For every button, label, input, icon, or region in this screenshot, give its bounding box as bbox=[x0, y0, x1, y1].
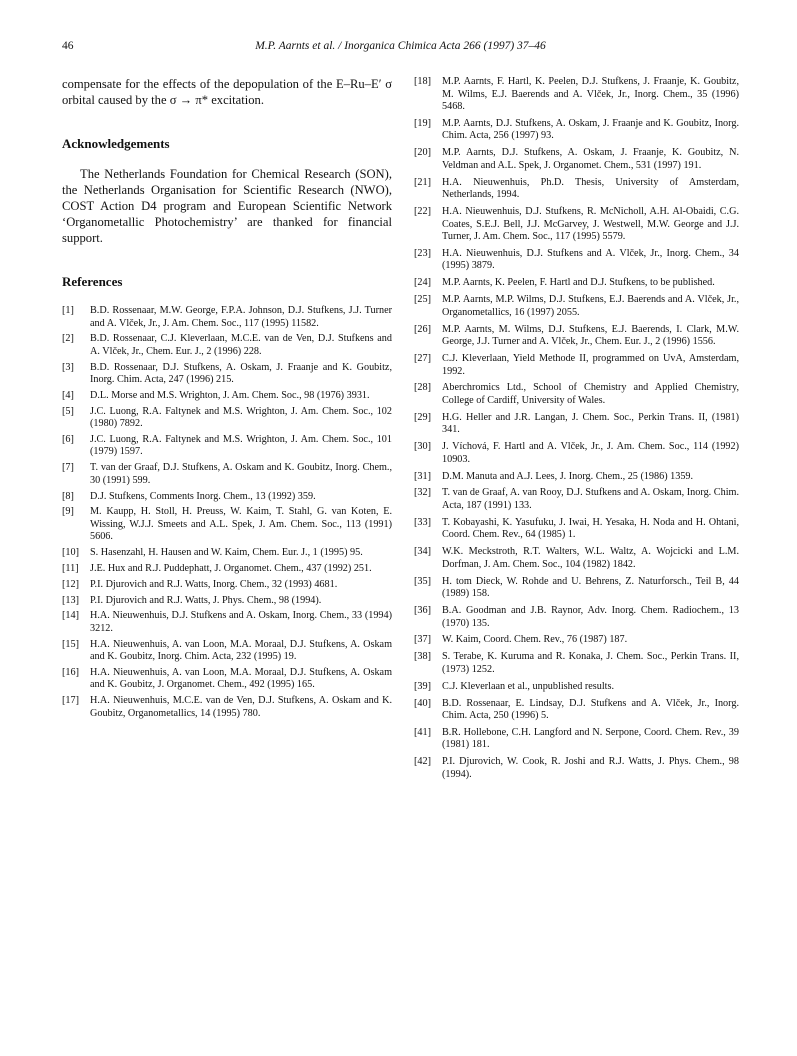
reference-number: [37] bbox=[414, 634, 431, 646]
reference-text: D.M. Manuta and A.J. Lees, J. Inorg. Chem., 25 (1986) 1359. bbox=[442, 470, 694, 482]
reference-item bbox=[414, 517, 739, 542]
reference-item bbox=[62, 667, 392, 692]
reference-number: [3] bbox=[62, 361, 74, 373]
reference-item bbox=[62, 434, 392, 459]
reference-list-right bbox=[414, 76, 739, 781]
reference-number: [34] bbox=[414, 546, 431, 558]
reference-text: H.G. Heller and J.R. Langan, J. Chem. Soc., Perkin Trans. II, (1981) 341. bbox=[442, 411, 739, 436]
reference-text: M.P. Aarnts, D.J. Stufkens, A. Oskam, J. Fraanje, K. Goubitz, N. Veldman and A.L. Spek, J. Organomet. Chem., 531 (1997) 191. bbox=[442, 147, 739, 171]
reference-text: M. Kaupp, H. Stoll, H. Preuss, W. Kaim, T. Stahl, G. van Koten, E. Wissing, W.J.J. Smeets and A.L. Spek, J. Am. Chem. Soc., 113 (1991) 5606. bbox=[90, 506, 392, 543]
reference-item bbox=[414, 605, 739, 630]
reference-text: H. tom Dieck, W. Rohde and U. Behrens, Z. Naturforsch., Teil B, 44 (1989) 158. bbox=[442, 575, 739, 600]
reference-text: C.J. Kleverlaan, Yield Methode II, programmed on UvA, Amsterdam, 1992. bbox=[442, 353, 739, 377]
reference-number: [8] bbox=[62, 490, 74, 502]
reference-number: [21] bbox=[414, 176, 431, 188]
reference-text: J. Víchová, F. Hartl and A. Vlček, Jr., J. Am. Chem. Soc., 114 (1992) 10903. bbox=[442, 441, 739, 465]
reference-text: P.I. Djurovich, W. Cook, R. Joshi and R.J. Watts, J. Phys. Chem., 98 (1994). bbox=[442, 756, 739, 780]
reference-number: [18] bbox=[414, 76, 431, 87]
reference-text: P.I. Djurovich and R.J. Watts, J. Phys. Chem., 98 (1994). bbox=[90, 594, 322, 606]
reference-text: W.K. Meckstroth, R.T. Walters, W.L. Waltz, A. Wojcicki and L.M. Dorfman, J. Am. Chem. Soc., 104 (1982) 1842. bbox=[442, 546, 739, 570]
reference-text: P.I. Djurovich and R.J. Watts, Inorg. Chem., 32 (1993) 4681. bbox=[90, 578, 338, 590]
reference-text: T. van der Graaf, D.J. Stufkens, A. Oskam and K. Goubitz, Inorg. Chem., 30 (1991) 599. bbox=[90, 462, 392, 486]
reference-item bbox=[414, 147, 739, 172]
reference-item bbox=[62, 333, 392, 358]
references-heading: References bbox=[62, 274, 123, 289]
reference-item bbox=[414, 118, 739, 143]
reference-number: [15] bbox=[62, 638, 79, 650]
reference-text: B.D. Rossenaar, M.W. George, F.P.A. Johnson, D.J. Stufkens, J.J. Turner and A. Vlček, Jr., J. Am. Chem. Soc., 117 (1995) 11582. bbox=[90, 305, 392, 329]
reference-number: [10] bbox=[62, 547, 79, 559]
reference-text: H.A. Nieuwenhuis, D.J. Stufkens and A. Vlček, Jr., Inorg. Chem., 34 (1995) 3879. bbox=[442, 247, 739, 272]
reference-number: [30] bbox=[414, 441, 431, 453]
reference-item bbox=[414, 277, 739, 290]
reference-text: M.P. Aarnts, K. Peelen, F. Hartl and D.J. Stufkens, to be published. bbox=[442, 277, 715, 289]
reference-number: [1] bbox=[62, 305, 74, 316]
reference-number: [40] bbox=[414, 697, 431, 709]
intro-paragraph: compensate for the effects of the depopulation of the E–Ru–E′ σ orbital caused by the σ → π* excitation. bbox=[62, 77, 392, 107]
reference-item bbox=[414, 698, 739, 723]
reference-item bbox=[414, 248, 739, 273]
reference-number: [24] bbox=[414, 277, 431, 289]
reference-item bbox=[414, 324, 739, 349]
reference-text: S. Terabe, K. Kuruma and R. Konaka, J. Chem. Soc., Perkin Trans. II, (1973) 1252. bbox=[442, 651, 739, 675]
reference-number: [29] bbox=[414, 411, 431, 423]
reference-text: B.D. Rossenaar, E. Lindsay, D.J. Stufkens and A. Vlček, Jr., Inorg. Chim. Acta, 250 (1996) 5. bbox=[442, 697, 739, 722]
reference-text: H.A. Nieuwenhuis, D.J. Stufkens and A. Oskam, Inorg. Chem., 33 (1994) 3212. bbox=[90, 610, 392, 634]
reference-item bbox=[62, 506, 392, 544]
reference-item bbox=[62, 305, 392, 330]
reference-item bbox=[414, 177, 739, 202]
page-number: 46 bbox=[62, 40, 74, 52]
reference-number: [25] bbox=[414, 294, 431, 306]
acknowledgements-heading: Acknowledgements bbox=[62, 136, 170, 151]
reference-number: [42] bbox=[414, 756, 431, 768]
reference-item bbox=[414, 546, 739, 571]
reference-number: [28] bbox=[414, 382, 431, 394]
reference-number: [5] bbox=[62, 405, 74, 417]
reference-number: [41] bbox=[414, 726, 431, 738]
reference-number: [36] bbox=[414, 605, 431, 617]
reference-item bbox=[414, 634, 739, 647]
reference-text: T. van de Graaf, A. van Rooy, D.J. Stufkens and A. Oskam, Inorg. Chim. Acta, 187 (1991) 133. bbox=[442, 487, 739, 511]
reference-text: M.P. Aarnts, F. Hartl, K. Peelen, D.J. Stufkens, J. Fraanje, K. Goubitz, M. Wilms, E.J. Baerends and A. Vlček, Jr., Inorg. Chem., 35 (1996) 5468. bbox=[442, 76, 739, 112]
reference-number: [23] bbox=[414, 247, 431, 259]
reference-text: B.R. Hollebone, C.H. Langford and N. Serpone, Coord. Chem. Rev., 39 (1981) 181. bbox=[442, 726, 739, 751]
reference-number: [38] bbox=[414, 651, 431, 663]
reference-text: Aberchromics Ltd., School of Chemistry and Applied Chemistry, College of Cardiff, University of Wales. bbox=[442, 382, 739, 406]
page-header bbox=[62, 40, 739, 56]
reference-number: [20] bbox=[414, 147, 431, 159]
reference-text: H.A. Nieuwenhuis, D.J. Stufkens, R. McNicholl, A.H. Al-Obaidi, C.G. Coates, S.E.J. Bell, J.J. McGarvey, J. Westwell, M.W. George and J.J. Turner, J. Am. Chem. Soc., 117 (1995) 5579. bbox=[442, 206, 739, 243]
reference-item bbox=[62, 610, 392, 635]
left-column bbox=[62, 76, 392, 724]
reference-number: [26] bbox=[414, 323, 431, 335]
reference-number: [27] bbox=[414, 353, 431, 365]
reference-number: [14] bbox=[62, 610, 79, 622]
reference-item bbox=[414, 681, 739, 694]
reference-item bbox=[414, 576, 739, 601]
reference-text: M.P. Aarnts, M. Wilms, D.J. Stufkens, E.J. Baerends, I. Clark, M.W. George, J.J. Turner and A. Vlček, Jr., Chem. Eur. J., 2 (1996) 1556. bbox=[442, 323, 739, 348]
reference-number: [7] bbox=[62, 462, 74, 474]
running-head: M.P. Aarnts et al. / Inorganica Chimica Acta 266 (1997) 37–46 bbox=[255, 40, 546, 52]
reference-item bbox=[62, 579, 392, 592]
reference-number: [16] bbox=[62, 666, 79, 678]
reference-number: [11] bbox=[62, 562, 79, 574]
reference-text: M.P. Aarnts, M.P. Wilms, D.J. Stufkens, E.J. Baerends and A. Vlček, Jr., Organometallics, 16 (1997) 2055. bbox=[442, 294, 739, 318]
reference-item bbox=[62, 362, 392, 387]
reference-text: B.A. Goodman and J.B. Raynor, Adv. Inorg. Chem. Radiochem., 13 (1970) 135. bbox=[442, 605, 739, 629]
reference-number: [12] bbox=[62, 578, 79, 590]
reference-number: [31] bbox=[414, 470, 431, 482]
reference-text: D.L. Morse and M.S. Wrighton, J. Am. Chem. Soc., 98 (1976) 3931. bbox=[90, 389, 370, 401]
reference-item bbox=[414, 294, 739, 319]
reference-number: [19] bbox=[414, 117, 431, 129]
reference-number: [6] bbox=[62, 433, 74, 445]
reference-number: [13] bbox=[62, 594, 79, 606]
reference-text: J.E. Hux and R.J. Puddephatt, J. Organomet. Chem., 437 (1992) 251. bbox=[90, 562, 372, 574]
reference-text: M.P. Aarnts, D.J. Stufkens, A. Oskam, J. Fraanje and K. Goubitz, Inorg. Chim. Acta, 256 (1997) 93. bbox=[442, 117, 739, 142]
right-column bbox=[414, 76, 739, 786]
reference-item bbox=[414, 651, 739, 676]
reference-text: C.J. Kleverlaan et al., unpublished results. bbox=[442, 680, 615, 692]
reference-item bbox=[414, 76, 739, 114]
reference-text: D.J. Stufkens, Comments Inorg. Chem., 13 (1992) 359. bbox=[90, 490, 316, 502]
reference-item bbox=[414, 206, 739, 244]
reference-item bbox=[62, 563, 392, 576]
reference-list-left bbox=[62, 305, 392, 720]
reference-item bbox=[414, 487, 739, 512]
reference-number: [22] bbox=[414, 206, 431, 218]
reference-item bbox=[414, 756, 739, 781]
reference-item bbox=[62, 595, 392, 608]
reference-text: J.C. Luong, R.A. Faltynek and M.S. Wrighton, J. Am. Chem. Soc., 101 (1979) 1597. bbox=[90, 433, 392, 458]
reference-number: [35] bbox=[414, 575, 431, 587]
reference-item bbox=[414, 353, 739, 378]
reference-text: T. Kobayashi, K. Yasufuku, J. Iwai, H. Yesaka, H. Noda and H. Ohtani, Coord. Chem. Rev., 64 (1985) 1. bbox=[442, 516, 739, 541]
reference-text: W. Kaim, Coord. Chem. Rev., 76 (1987) 187. bbox=[442, 634, 628, 646]
reference-item bbox=[62, 462, 392, 487]
reference-number: [4] bbox=[62, 389, 74, 401]
reference-item bbox=[414, 727, 739, 752]
reference-text: H.A. Nieuwenhuis, M.C.E. van de Ven, D.J. Stufkens, A. Oskam and K. Goubitz, Organometallics, 14 (1995) 780. bbox=[90, 695, 392, 719]
reference-text: H.A. Nieuwenhuis, A. van Loon, M.A. Moraal, D.J. Stufkens, A. Oskam and K. Goubitz, Inorg. Chim. Acta, 232 (1995) 19. bbox=[90, 638, 392, 663]
acknowledgements-paragraph: The Netherlands Foundation for Chemical Research (SON), the Netherlands Organisation for Scientific Research (NWO), COST Action D4 program and European Scientific Network ‘Organometallic Photochemistry’ are thanked for financial support. bbox=[62, 167, 392, 245]
reference-item bbox=[62, 390, 392, 403]
reference-text: S. Hasenzahl, H. Hausen and W. Kaim, Chem. Eur. J., 1 (1995) 95. bbox=[90, 547, 363, 559]
reference-text: H.A. Nieuwenhuis, A. van Loon, M.A. Moraal, D.J. Stufkens, A. Oskam and K. Goubitz, J. Organomet. Chem., 492 (1995) 165. bbox=[90, 666, 392, 691]
reference-number: [2] bbox=[62, 333, 74, 345]
reference-number: [39] bbox=[414, 680, 431, 692]
reference-number: [9] bbox=[62, 506, 74, 518]
reference-item bbox=[62, 695, 392, 720]
reference-text: B.D. Rossenaar, C.J. Kleverlaan, M.C.E. van de Ven, D.J. Stufkens and A. Vlček, Jr., Chem. Eur. J., 2 (1996) 228. bbox=[90, 333, 392, 357]
reference-text: J.C. Luong, R.A. Faltynek and M.S. Wrighton, J. Am. Chem. Soc., 102 (1980) 7892. bbox=[90, 405, 392, 430]
reference-text: H.A. Nieuwenhuis, Ph.D. Thesis, University of Amsterdam, Netherlands, 1994. bbox=[442, 176, 739, 201]
reference-item bbox=[62, 547, 392, 560]
reference-number: [32] bbox=[414, 487, 431, 499]
reference-item bbox=[62, 639, 392, 664]
reference-number: [17] bbox=[62, 695, 79, 707]
reference-number: [33] bbox=[414, 516, 431, 528]
reference-text: B.D. Rossenaar, D.J. Stufkens, A. Oskam, J. Fraanje and K. Goubitz, Inorg. Chim. Acta, 247 (1996) 215. bbox=[90, 361, 392, 386]
reference-item bbox=[62, 406, 392, 431]
reference-item bbox=[414, 441, 739, 466]
reference-item bbox=[62, 491, 392, 504]
reference-item bbox=[414, 471, 739, 484]
reference-item bbox=[414, 382, 739, 407]
reference-item bbox=[414, 412, 739, 437]
